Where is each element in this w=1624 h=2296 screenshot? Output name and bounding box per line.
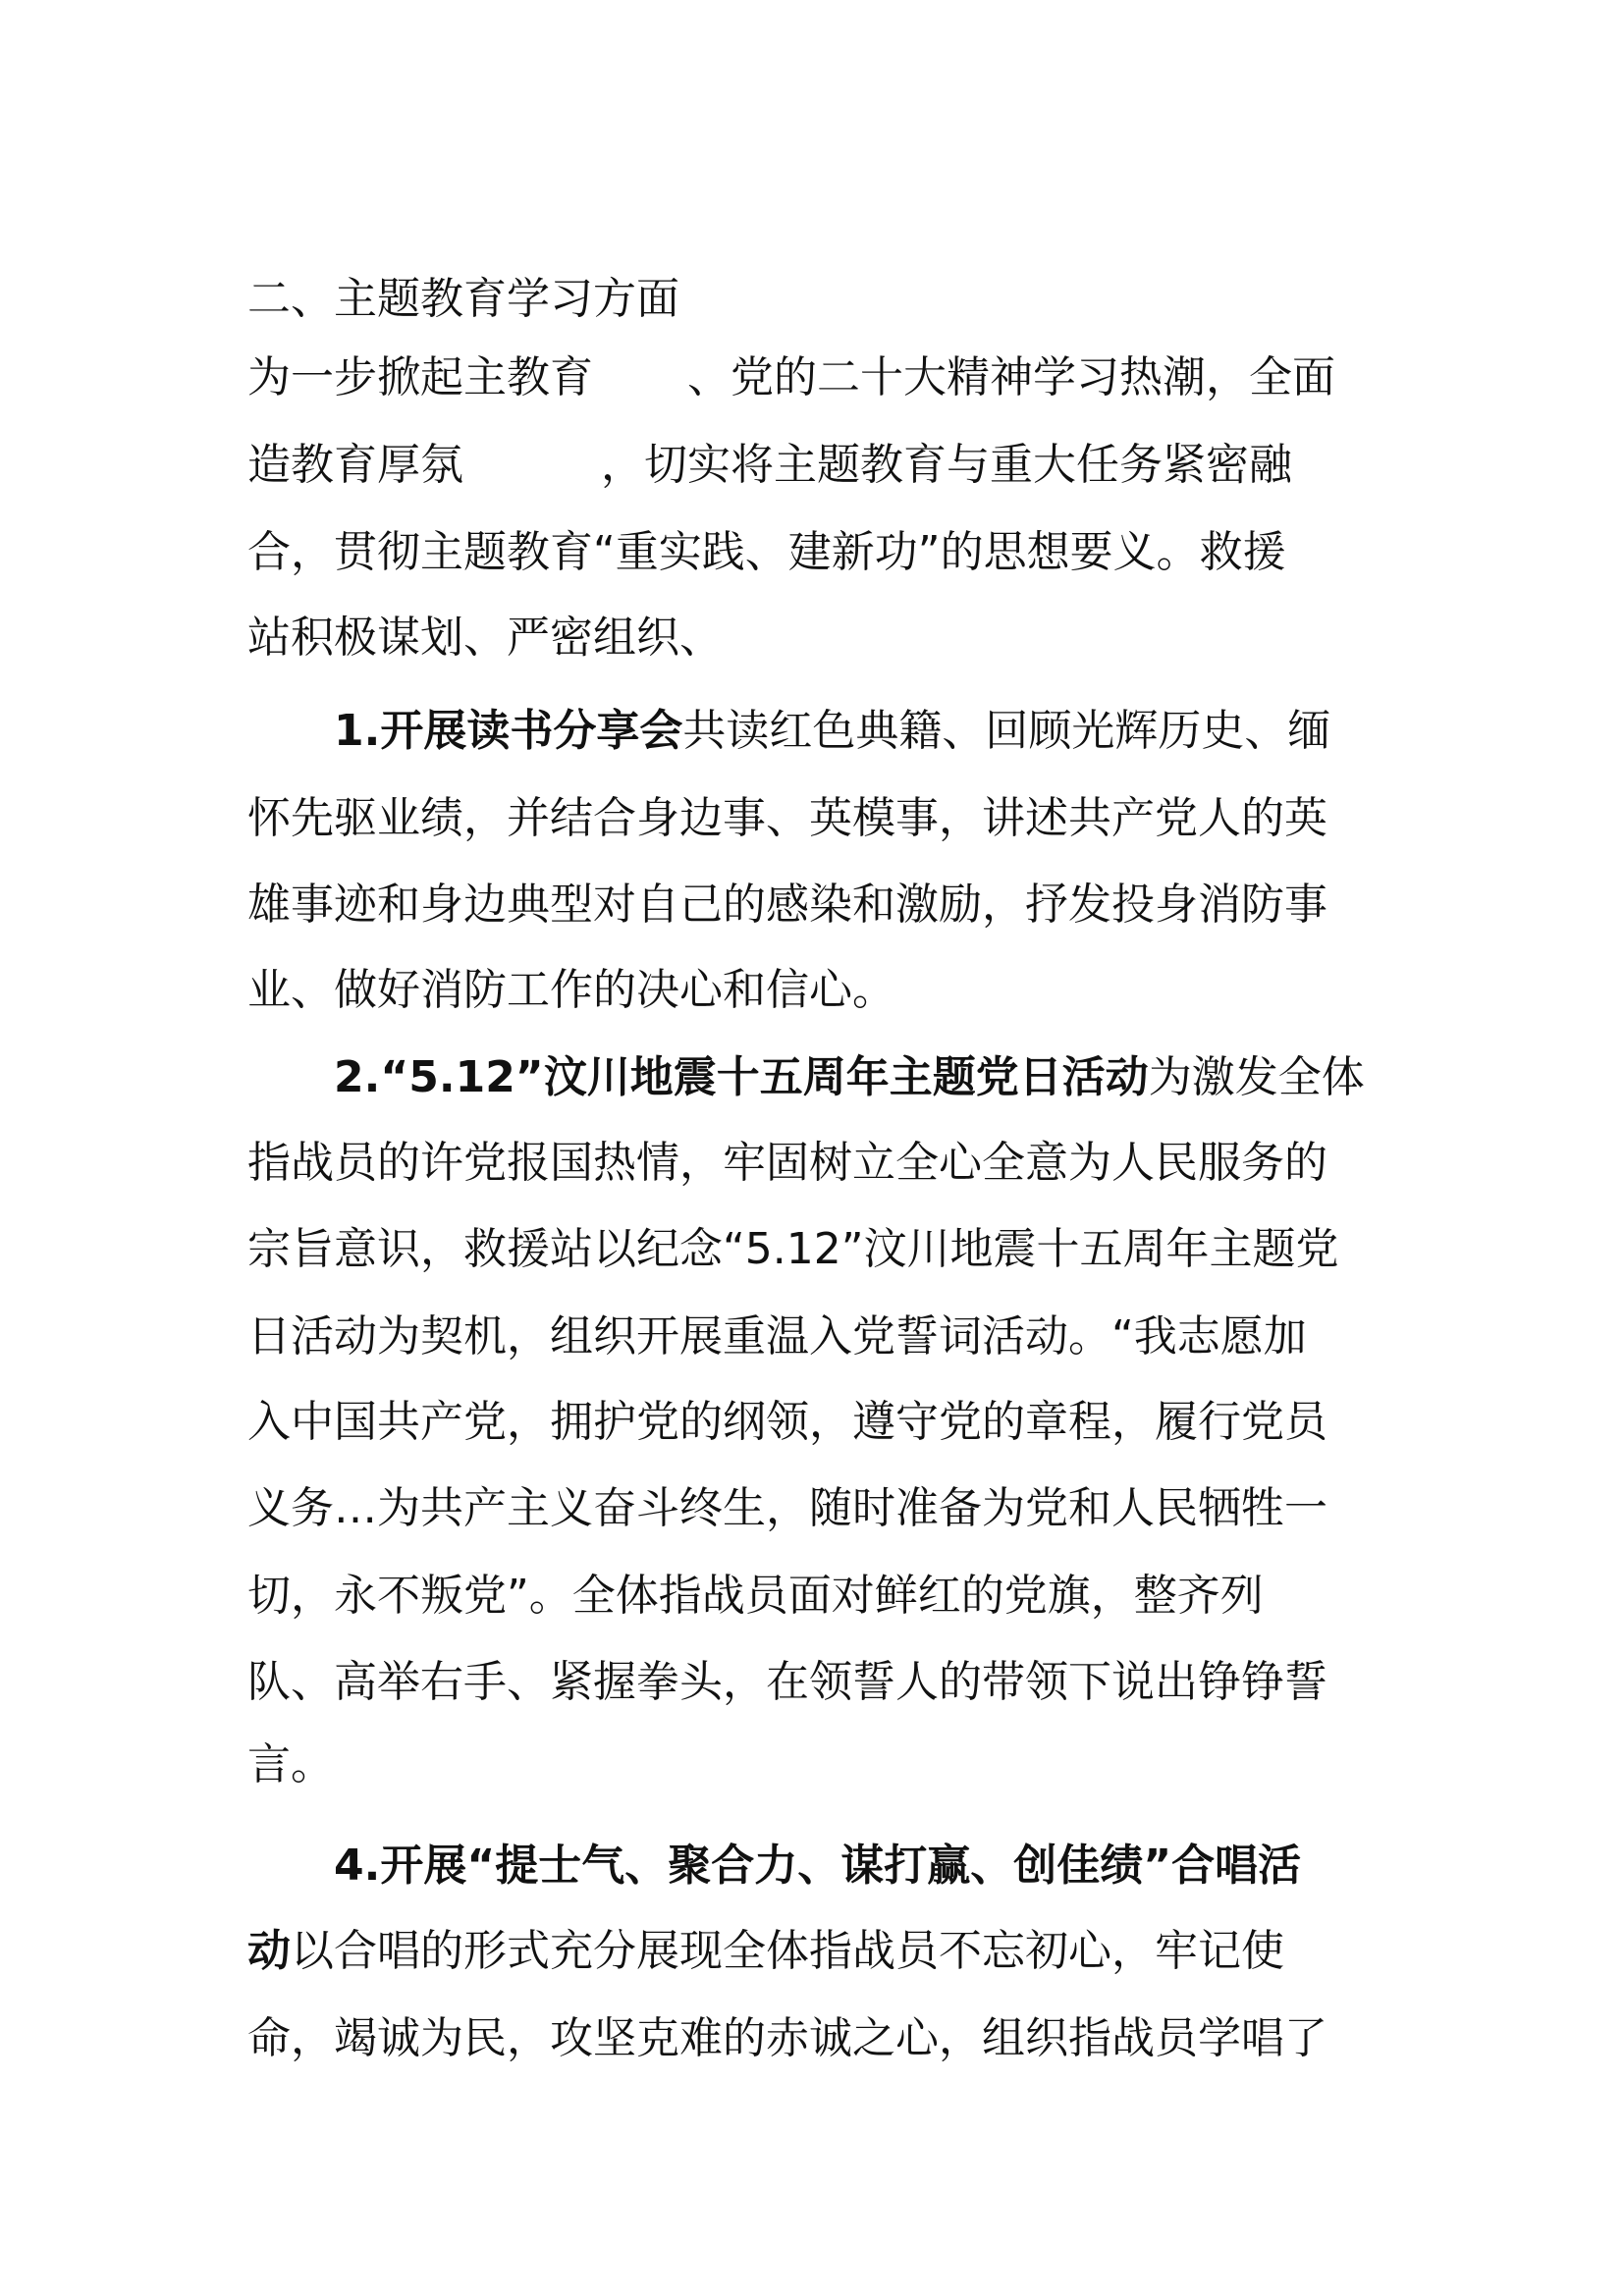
item2-title: 2.“5.12”汶川地震十五周年主题党日活动	[334, 1052, 1149, 1102]
item1-line-4: 业、做好消防工作的决心和信心。	[247, 965, 895, 1015]
item1-line-3: 雄事迹和身边典型对自己的感染和激励，抒发投身消防事	[247, 880, 1327, 930]
section-heading: 二、主题教育学习方面	[247, 274, 679, 324]
intro-line-2a: 造教育厚氛	[247, 440, 463, 490]
item2-text-1: 为激发全体	[1148, 1052, 1365, 1102]
item2-line-6: 义务…为共产主义奋斗终生，随时准备为党和人民牺牲一	[247, 1483, 1327, 1533]
intro-line-3: 合，贯彻主题教育“重实践、建新功”的思想要义。救援	[247, 527, 1286, 577]
item2-line-1	[334, 1048, 1365, 1107]
item2-line-5: 入中国共产党，拥护党的纲领，遵守党的章程，履行党员	[247, 1397, 1327, 1447]
item2-line-2: 指战员的许党报国热情，牢固树立全心全意为人民服务的	[247, 1138, 1327, 1188]
intro-line-2b: ，切实将主题教育与重大任务紧密融	[601, 440, 1292, 490]
item4-title-end: 动	[247, 1926, 291, 1976]
item4-line-3: 命，竭诚为民，攻坚克难的赤诚之心，组织指战员学唱了	[247, 2013, 1327, 2063]
item1-text-1: 共读红色典籍、回顾光辉历史、缅	[682, 706, 1331, 756]
item2-line-3: 宗旨意识，救援站以纪念“5.12”汶川地震十五周年主题党	[247, 1224, 1339, 1274]
intro-line-2	[247, 436, 1292, 495]
intro-line-1a: 为一步掀起主教育	[247, 352, 593, 402]
item2-line-8: 队、高举右手、紧握拳头，在领誓人的带领下说出铮铮誓	[247, 1657, 1327, 1707]
item4-title-line-1: 4.开展“提士气、聚合力、谋打赢、创佳绩”合唱活	[334, 1841, 1302, 1891]
item4-line-2	[247, 1922, 1284, 1981]
intro-line-1	[247, 348, 1335, 407]
item2-line-9: 言。	[247, 1739, 334, 1789]
item1-line-1	[334, 702, 1330, 761]
item1-line-2: 怀先驱业绩，并结合身边事、英模事，讲述共产党人的英	[247, 793, 1327, 843]
item2-line-4: 日活动为契机，组织开展重温入党誓词活动。“我志愿加	[247, 1311, 1307, 1362]
item2-line-7: 切，永不叛党”。全体指战员面对鲜红的党旗，整齐列	[247, 1571, 1264, 1621]
intro-line-4: 站积极谋划、严密组织、	[247, 613, 723, 663]
item4-text-1: 以合唱的形式充分展现全体指战员不忘初心，牢记使	[291, 1926, 1284, 1976]
item1-title: 1.开展读书分享会	[334, 706, 683, 756]
intro-line-1b: 、党的二十大精神学习热潮，全面	[687, 352, 1335, 402]
